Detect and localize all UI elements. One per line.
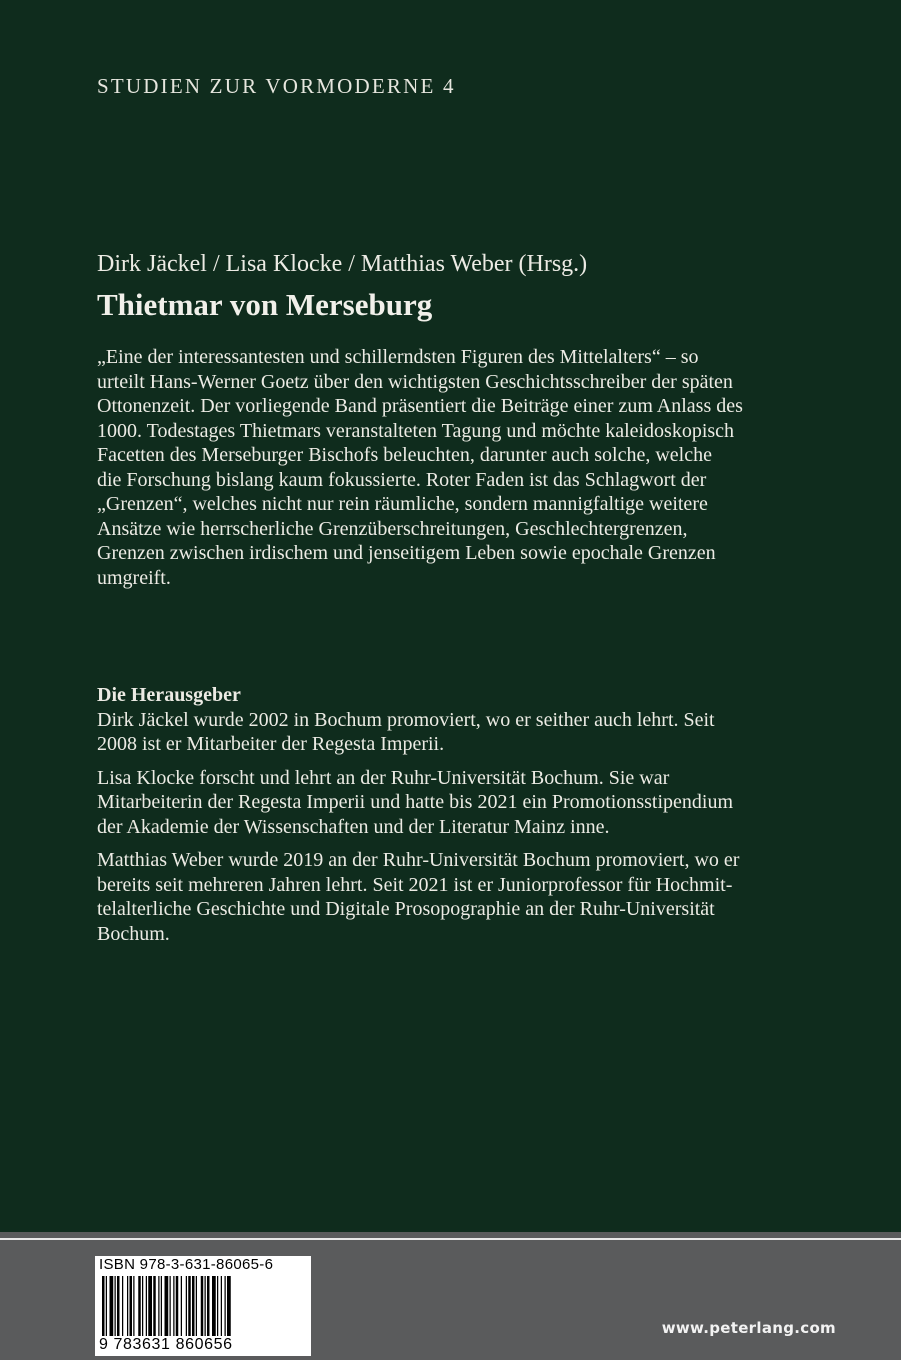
blurb-line: Ansätze wie herrscherliche Grenzüberschreitungen, Geschlechtergrenzen, (97, 517, 688, 540)
barcode-bar (186, 1276, 187, 1336)
bio-matthias-weber (97, 848, 827, 946)
bio-dirk-jaeckel (97, 708, 827, 757)
bio-line: 2008 ist er Mitarbeiter der Regesta Imperii. (97, 733, 445, 755)
barcode-bar (142, 1276, 143, 1336)
bio-lisa-klocke (97, 766, 827, 840)
blurb-line: 1000. Todestages Thietmars veranstalteten Tagung und möchte kaleidoskopisch (97, 419, 735, 442)
blurb-line: urteilt Hans-Werner Goetz über den wichtigsten Geschichtsschreiber der späten (97, 370, 733, 393)
book-title: Thietmar von Merseburg (97, 287, 433, 322)
barcode-bar (161, 1276, 162, 1336)
barcode-bar (212, 1276, 216, 1336)
barcode-bar (148, 1276, 152, 1336)
bio-line: Matthias Weber wurde 2019 an der Ruhr-Universität Bochum promoviert, wo er (97, 849, 740, 871)
stripe-divider (0, 1238, 901, 1240)
barcode-bar (201, 1276, 204, 1336)
barcode-bar (176, 1276, 179, 1336)
blurb-line: „Grenzen“, welches nicht nur rein räumliche, sondern mannigfaltige weitere (97, 493, 708, 515)
barcode-bar (221, 1276, 222, 1336)
barcode-bar (138, 1276, 141, 1336)
editors-heading: Die Herausgeber (97, 684, 241, 706)
barcode-bar (158, 1276, 159, 1336)
bio-line: der Akademie der Wissenschaften und der Literatur Mainz inne. (97, 815, 610, 838)
barcode-bar (192, 1276, 195, 1336)
barcode-bar (130, 1276, 133, 1336)
bio-line: Dirk Jäckel wurde 2002 in Bochum promoviert, wo er seither auch lehrt. Seit (97, 708, 715, 731)
blurb-line: Ottonenzeit. Der vorliegende Band präsentiert die Beiträge einer zum Anlass des (97, 395, 743, 417)
blurb-line: Grenzen zwischen irdischem und jenseitigem Leben sowie epochale Grenzen (97, 542, 716, 564)
barcode-bar (117, 1276, 120, 1336)
editors-section (97, 683, 827, 955)
barcode-bar (115, 1276, 116, 1336)
bio-line: bereits seit mehreren Jahren lehrt. Seit 2021 ist er Juniorprofessor für Hochmit- (97, 873, 733, 896)
barcode-bar (181, 1276, 182, 1336)
blurb-line: „Eine der interessantesten und schillerndsten Figuren des Mittelalters“ – so (97, 346, 699, 368)
bio-line: Bochum. (97, 922, 170, 945)
barcode-bar (165, 1276, 169, 1336)
blurb-line: umgreift. (97, 566, 171, 589)
barcode-bar (173, 1276, 174, 1336)
bio-line: Mitarbeiterin der Regesta Imperii und hatte bis 2021 ein Promotionsstipendium (97, 791, 733, 813)
barcode-bar (133, 1276, 134, 1336)
barcode-bar (196, 1276, 197, 1336)
barcode-bar (205, 1276, 206, 1336)
barcode-bar (207, 1276, 210, 1336)
barcode-bar (227, 1276, 231, 1336)
barcode-bar (122, 1276, 123, 1336)
barcode-bar (102, 1276, 105, 1336)
barcode-bar (170, 1276, 171, 1336)
isbn-label: ISBN 978-3-631-86065-6 (99, 1256, 274, 1273)
barcode-bar (106, 1276, 107, 1336)
barcode-bar (217, 1276, 218, 1336)
barcode-digits: 9 783631 860656 (99, 1336, 233, 1353)
editors-line: Dirk Jäckel / Lisa Klocke / Matthias Weber (Hrsg.) (97, 251, 588, 277)
blurb-line: Facetten des Merseburger Bischofs beleuchten, darunter auch solche, welche (97, 444, 712, 466)
barcode-bars (101, 1276, 305, 1336)
barcode-bar (127, 1276, 128, 1336)
series-title: STUDIEN ZUR VORMODERNE 4 (97, 74, 456, 98)
barcode-bar (225, 1276, 226, 1336)
barcode-bar (188, 1276, 191, 1336)
barcode-bar (110, 1276, 114, 1336)
barcode-bar (153, 1276, 156, 1336)
barcode-bar (146, 1276, 147, 1336)
bio-line: Lisa Klocke forscht und lehrt an der Ruhr-Universität Bochum. Sie war (97, 766, 670, 789)
isbn-barcode (95, 1256, 311, 1356)
blurb-line: die Forschung bislang kaum fokussierte. Roter Faden ist das Schlagwort der (97, 468, 707, 491)
blurb-text (97, 345, 827, 590)
bio-line: telalterliche Geschichte und Digitale Prosopographie an der Ruhr-Universität (97, 898, 715, 920)
publisher-website: www.peterlang.com (661, 1319, 836, 1337)
